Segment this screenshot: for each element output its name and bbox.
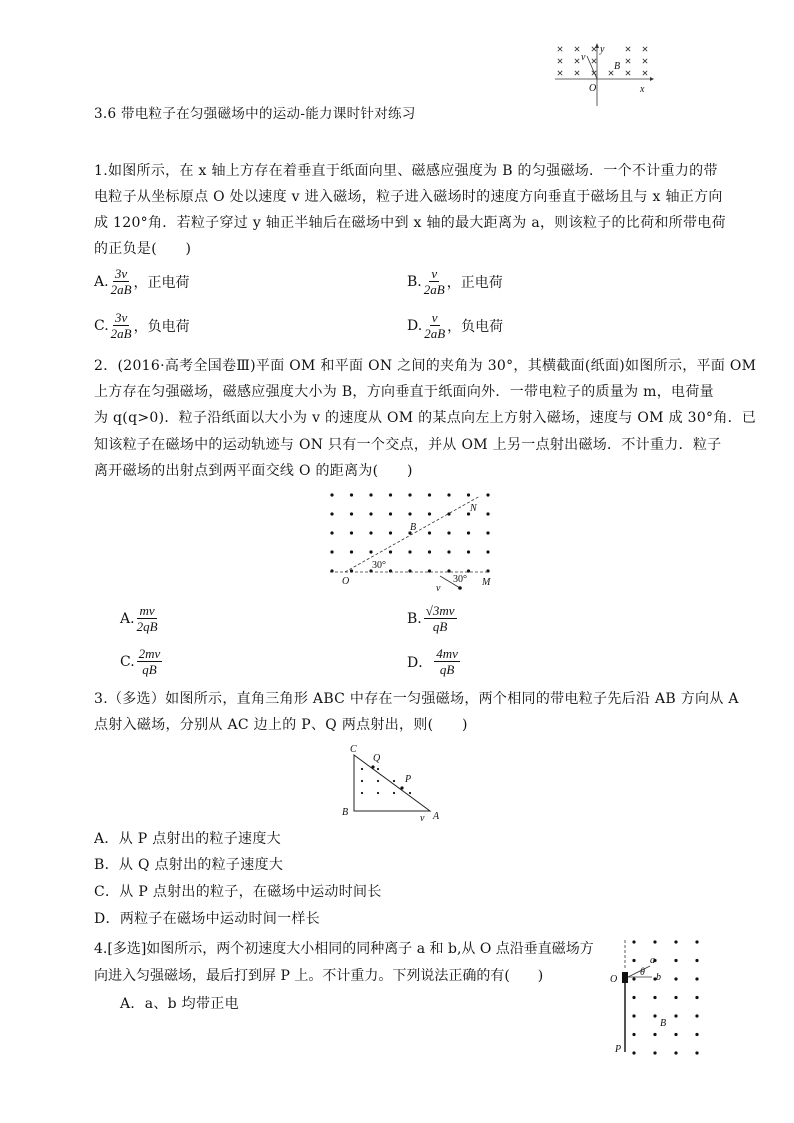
field-dot [653, 940, 656, 943]
field-dot [408, 512, 411, 515]
q3-line: 3.（多选）如图所示，直角三角形 ABC 中存在一匀强磁场，两个相同的带电粒子先后沿 AB 方向从 A [94, 691, 739, 707]
label-v: v [581, 52, 586, 63]
cross-mark [575, 47, 579, 51]
field-dot [350, 531, 353, 534]
field-dot [674, 996, 677, 999]
fraction [137, 646, 163, 677]
q2-line: 知该粒子在磁场中的运动轨迹与 ON 只有一个交点，并从 OM 上另一点射出磁场．不计重力．粒子 [94, 437, 722, 453]
field-dot [653, 996, 656, 999]
field-dot-marks [632, 940, 698, 1054]
field-dot [377, 792, 379, 794]
field-dot [695, 977, 698, 980]
cross-mark [592, 59, 596, 63]
field-dot [393, 792, 395, 794]
label-y: y [600, 44, 605, 55]
fraction [111, 266, 132, 297]
field-dot [486, 493, 489, 496]
field-dot [361, 792, 363, 794]
fraction [434, 646, 460, 677]
field-dot [695, 1033, 698, 1036]
field-dot [428, 531, 431, 534]
field-dot [447, 531, 450, 534]
field-dot [447, 550, 450, 553]
denominator: 2aB [424, 326, 446, 341]
field-dot [695, 996, 698, 999]
denominator: 2aB [110, 282, 132, 297]
source-O [622, 972, 628, 983]
numerator: v [431, 310, 438, 325]
cross-mark [575, 71, 579, 75]
label-theta: θ [640, 967, 645, 978]
field-dot [632, 977, 635, 980]
field-dot [377, 768, 379, 770]
q1-line: 电粒子从坐标原点 O 处以速度 v 进入磁场，粒子进入磁场时的速度方向垂直于磁场且与 x 轴正方向 [94, 189, 723, 205]
field-dot [389, 550, 392, 553]
cross-mark [643, 71, 647, 75]
field-dot [674, 1051, 677, 1054]
q4-option-a: A．a、b 均带正电 [120, 996, 239, 1012]
field-dot [674, 1033, 677, 1036]
field-dot [409, 792, 411, 794]
field-dot [350, 493, 353, 496]
denominator: 2aB [110, 326, 132, 341]
denominator: qB [432, 619, 448, 634]
q1-option-d [407, 310, 503, 341]
label-P: P [405, 774, 412, 785]
field-dot [632, 1033, 635, 1036]
field-dot [361, 768, 363, 770]
field-dot-marks [361, 768, 411, 794]
field-dot [350, 550, 353, 553]
option-text: ，负电荷 [133, 318, 190, 335]
q1-option-c [94, 310, 190, 341]
q1-line: 成 120°角．若粒子穿过 y 轴正半轴后在磁场中到 x 轴的最大距离为 a，则该粒子的比荷和所带电荷 [94, 215, 726, 231]
option-label: C. [120, 653, 135, 670]
q2-option-d [407, 646, 462, 677]
page-title: 3.6 带电粒子在匀强磁场中的运动-能力课时针对练习 [94, 106, 416, 122]
q4-figure [608, 930, 708, 1060]
cross-mark [626, 47, 630, 51]
cross-mark [558, 71, 562, 75]
label-x: x [640, 84, 645, 95]
field-dot [695, 959, 698, 962]
label-P: P [615, 1044, 622, 1055]
option-text: ，正电荷 [446, 274, 503, 291]
field-dot [408, 493, 411, 496]
field-dot [330, 550, 333, 553]
denominator: 2qB [136, 619, 158, 634]
y-axis-arrowhead [595, 43, 599, 48]
field-dot [389, 493, 392, 496]
label-v: v [420, 813, 425, 822]
label-A: A [433, 811, 440, 822]
field-dot [653, 1051, 656, 1054]
option-label: A. [120, 610, 135, 627]
field-dot [632, 1051, 635, 1054]
field-dot [632, 996, 635, 999]
cross-mark [609, 71, 613, 75]
cross-mark [558, 59, 562, 63]
field-dot-marks [330, 493, 489, 572]
option-label: C. [94, 317, 109, 334]
field-dot [447, 493, 450, 496]
denominator: 2aB [423, 282, 445, 297]
field-dot [389, 531, 392, 534]
q3-option-c: C．从 P 点射出的粒子，在磁场中运动时间长 [94, 884, 382, 900]
field-dot [350, 512, 353, 515]
field-dot [361, 780, 363, 782]
label-B: B [342, 807, 349, 818]
field-dot [428, 512, 431, 515]
option-label: D. [407, 317, 423, 334]
q2-line: 2．(2016·高考全国卷Ⅲ)平面 OM 和平面 ON 之间的夹角为 30°，其横截面(纸面)如图所示，平面 OM [94, 358, 757, 374]
field-dot [674, 940, 677, 943]
label-Q: Q [373, 753, 381, 764]
point-Q [371, 765, 374, 768]
label-N: N [470, 503, 477, 514]
field-dot [632, 959, 635, 962]
numerator: 2mv [138, 646, 161, 661]
q1-line: 1.如图所示，在 x 轴上方存在着垂直于纸面向里、磁感应强度为 B 的匀强磁场．一个不计重力的带 [94, 163, 718, 179]
label-B: B [410, 522, 417, 533]
field-dot [428, 493, 431, 496]
cross-mark [643, 47, 647, 51]
label-O: O [342, 576, 350, 587]
q1-line: 的正负是( ) [94, 241, 192, 257]
option-text: ，负电荷 [447, 318, 504, 335]
option-label: D． [407, 654, 433, 671]
field-dot [330, 493, 333, 496]
field-dot [486, 550, 489, 553]
field-dot [695, 940, 698, 943]
q2-line: 离开磁场的出射点到两平面交线 O 的距离为( ) [94, 463, 413, 479]
fraction [424, 603, 457, 634]
field-dot [330, 531, 333, 534]
label-b: b [656, 972, 661, 983]
velocity-a [628, 966, 650, 977]
field-dot [674, 959, 677, 962]
entry-point [458, 586, 462, 590]
field-dot [389, 512, 392, 515]
label-M: M [482, 577, 491, 588]
q3-line: 点射入磁场，分别从 AC 边上的 P、Q 两点射出，则( ) [94, 717, 468, 733]
q2-line: 上方存在匀强磁场，磁感应强度大小为 B，方向垂直于纸面向外．一带电粒子的质量为 m，电荷量 [94, 384, 714, 400]
q1-figure [550, 42, 660, 112]
numerator: 3v [115, 310, 128, 325]
field-dot [369, 531, 372, 534]
field-dot [674, 1014, 677, 1017]
fraction [424, 266, 445, 297]
option-text: ，正电荷 [133, 274, 190, 291]
q1-option-b [407, 266, 503, 297]
field-dot [393, 780, 395, 782]
field-dot [695, 1014, 698, 1017]
cross-mark [626, 59, 630, 63]
numerator: √3mv [425, 603, 455, 618]
q2-line: 为 q(q>0)．粒子沿纸面以大小为 v 的速度从 OM 的某点向左上方射入磁场，速度与 OM 成 30°角．已 [94, 410, 757, 426]
denominator: qB [142, 662, 157, 677]
field-dot [653, 1014, 656, 1017]
field-dot [428, 550, 431, 553]
fraction [424, 310, 445, 341]
field-dot [632, 1014, 635, 1017]
numerator: 3v [114, 266, 128, 281]
q3-figure [338, 742, 448, 822]
q2-figure [320, 488, 500, 593]
field-dot [369, 550, 372, 553]
field-dot [674, 977, 677, 980]
q3-option-a: A．从 P 点射出的粒子速度大 [94, 831, 281, 847]
cross-mark [558, 47, 562, 51]
field-dot [467, 550, 470, 553]
x-axis-arrowhead [650, 77, 654, 81]
label-a: a [650, 955, 655, 966]
label-v: v [436, 583, 441, 593]
triangle-ABC [354, 755, 430, 811]
field-dot [369, 493, 372, 496]
numerator: v [431, 266, 438, 281]
option-label: A. [94, 273, 109, 290]
q2-option-c [120, 646, 164, 677]
q3-option-b: B．从 Q 点射出的粒子速度大 [94, 857, 284, 873]
option-label: B. [407, 610, 422, 627]
field-dot [467, 493, 470, 496]
field-dot [486, 512, 489, 515]
label-B: B [614, 61, 621, 72]
field-dot [377, 780, 379, 782]
label-angle: 30° [453, 574, 467, 585]
field-dot [467, 531, 470, 534]
fraction [111, 310, 132, 341]
field-dot [632, 940, 635, 943]
denominator: qB [439, 662, 455, 677]
q1-option-a [94, 266, 190, 297]
label-angle: 30° [372, 560, 386, 571]
q3-option-d: D．两粒子在磁场中运动时间一样长 [94, 911, 321, 927]
fraction [137, 603, 158, 634]
field-dot [369, 512, 372, 515]
cross-mark [626, 71, 630, 75]
field-dot [653, 1033, 656, 1036]
q4-line: 4.[多选]如图所示，两个初速度大小相同的同种离子 a 和 b,从 O 点沿垂直磁场方 [94, 941, 594, 957]
cross-mark [575, 59, 579, 63]
point-P [400, 786, 403, 789]
q2-option-a [120, 603, 160, 634]
field-dot [695, 1051, 698, 1054]
label-C: C [350, 744, 357, 755]
label-O: O [610, 974, 618, 985]
numerator: 4mv [436, 646, 458, 661]
field-dot [486, 531, 489, 534]
label-B: B [660, 1018, 667, 1029]
field-dot [408, 550, 411, 553]
q2-option-b [407, 603, 459, 634]
field-dot [330, 512, 333, 515]
cross-mark [643, 59, 647, 63]
numerator: mv [139, 603, 155, 618]
q4-line: 向进入匀强磁场，最后打到屏 P 上。不计重力。下列说法正确的有( ) [94, 968, 544, 984]
label-O: O [589, 83, 597, 94]
option-label: B. [407, 273, 422, 290]
plane-ON [345, 496, 480, 572]
